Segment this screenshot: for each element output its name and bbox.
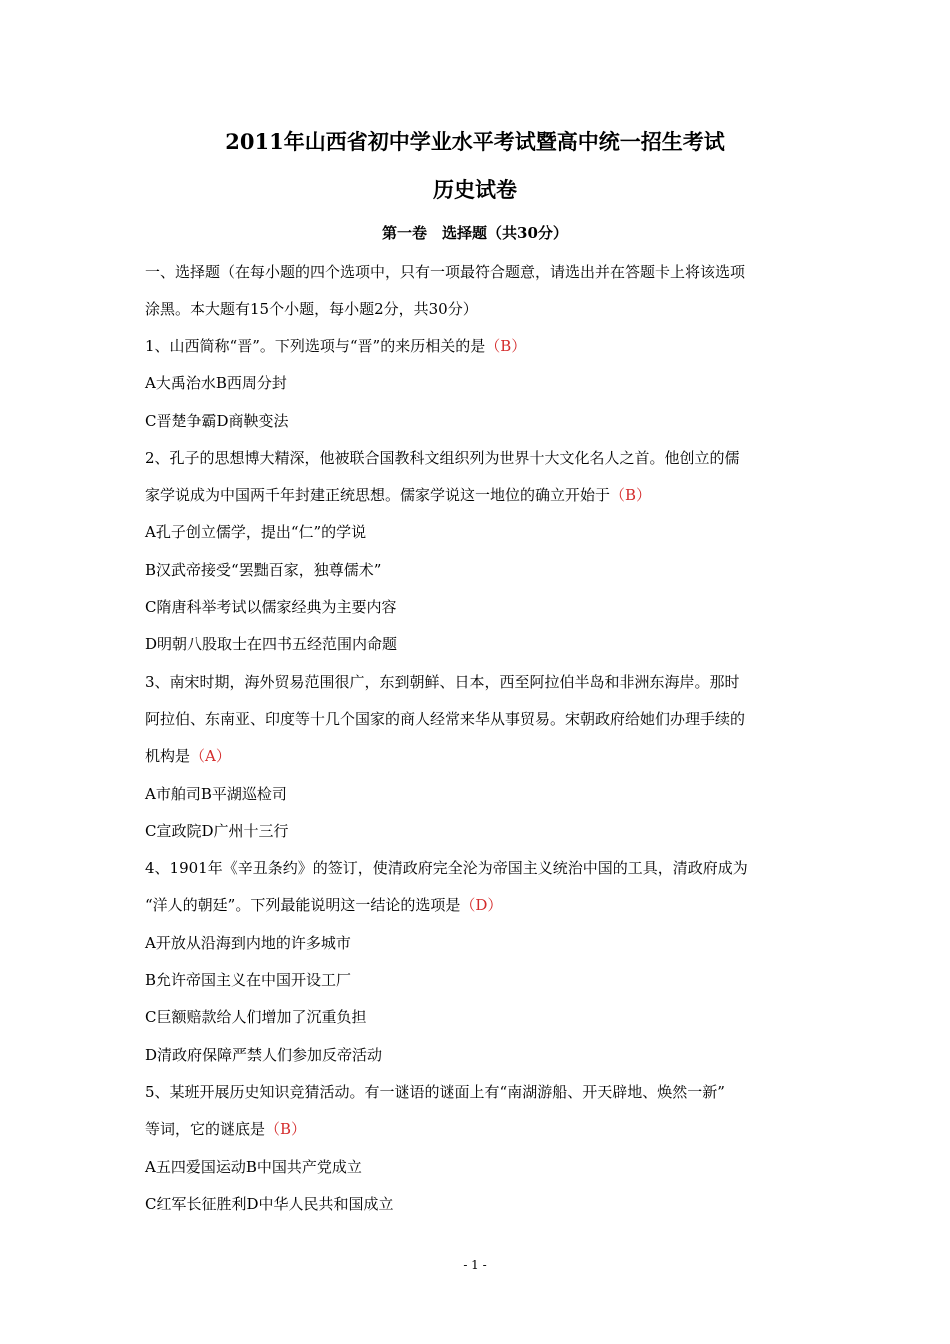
question-stem-text: “洋人的朝廷”。下列最能说明这一结论的选项是 bbox=[145, 896, 461, 914]
question-3-stem: 阿拉伯、东南亚、印度等十几个国家的商人经常来华从事贸易。宋朝政府给她们办理手续的 bbox=[145, 710, 746, 728]
answer-mark: （A） bbox=[190, 747, 231, 765]
question-1-option: A大禹治水B西周分封 bbox=[145, 374, 287, 392]
question-2-option: C隋唐科举考试以儒家经典为主要内容 bbox=[145, 598, 397, 616]
answer-mark: （B） bbox=[265, 1120, 307, 1138]
question-3-option: C宣政院D广州十三行 bbox=[145, 822, 289, 840]
question-4-stem bbox=[145, 895, 502, 915]
question-stem-text: 家学说成为中国两千年封建正统思想。儒家学说这一地位的确立开始于 bbox=[145, 486, 611, 504]
question-4-option: A开放从沿海到内地的许多城市 bbox=[145, 934, 351, 952]
question-4-option: B允许帝国主义在中国开设工厂 bbox=[145, 971, 352, 989]
question-1-stem bbox=[145, 336, 526, 356]
question-4-stem: 4、1901年《辛丑条约》的签订，使清政府完全沦为帝国主义统治中国的工具，清政府成为 bbox=[145, 859, 748, 877]
question-5-option: C红军长征胜利D中华人民共和国成立 bbox=[145, 1195, 394, 1213]
question-2-stem bbox=[145, 485, 651, 505]
question-2-option: B汉武帝接受“罢黜百家，独尊儒术” bbox=[145, 561, 382, 579]
section-heading: 第一卷 选择题（共30分） bbox=[382, 224, 568, 242]
question-3-option: A市舶司B平湖巡检司 bbox=[145, 785, 287, 803]
question-5-stem bbox=[145, 1119, 306, 1139]
answer-mark: （B） bbox=[485, 337, 527, 355]
question-4-option: D清政府保障严禁人们参加反帝活动 bbox=[145, 1046, 383, 1064]
question-2-option: D明朝八股取士在四书五经范围内命题 bbox=[145, 635, 398, 653]
exam-subtitle: 历史试卷 bbox=[433, 177, 517, 202]
question-stem-text: 1、山西简称“晋”。下列选项与“晋”的来历相关的是 bbox=[145, 337, 486, 355]
question-2-stem: 2、孔子的思想博大精深，他被联合国教科文组织列为世界十大文化名人之首。他创立的儒 bbox=[145, 449, 740, 467]
question-2-option: A孔子创立儒学，提出“仁”的学说 bbox=[145, 523, 367, 541]
question-3-stem bbox=[145, 746, 231, 766]
instructions-line: 涂黑。本大题有15个小题，每小题2分，共30分） bbox=[145, 300, 478, 318]
question-1-option: C晋楚争霸D商鞅变法 bbox=[145, 412, 289, 430]
exam-title: 2011年山西省初中学业水平考试暨高中统一招生考试 bbox=[225, 129, 725, 154]
question-5-option: A五四爱国运动B中国共产党成立 bbox=[145, 1158, 362, 1176]
instructions-line: 一、选择题（在每小题的四个选项中，只有一项最符合题意，请选出并在答题卡上将该选项 bbox=[145, 263, 746, 281]
question-5-stem: 5、某班开展历史知识竞猜活动。有一谜语的谜面上有“南湖游船、开天辟地、焕然一新” bbox=[145, 1083, 725, 1101]
question-4-option: C巨额赔款给人们增加了沉重负担 bbox=[145, 1008, 367, 1026]
question-3-stem: 3、南宋时期，海外贸易范围很广，东到朝鲜、日本，西至阿拉伯半岛和非洲东海岸。那时 bbox=[145, 673, 740, 691]
answer-mark: （B） bbox=[610, 486, 652, 504]
page-number: - 1 - bbox=[463, 1258, 487, 1272]
question-stem-text: 机构是 bbox=[145, 747, 191, 765]
answer-mark: （D） bbox=[460, 896, 503, 914]
question-stem-text: 等词，它的谜底是 bbox=[145, 1120, 266, 1138]
